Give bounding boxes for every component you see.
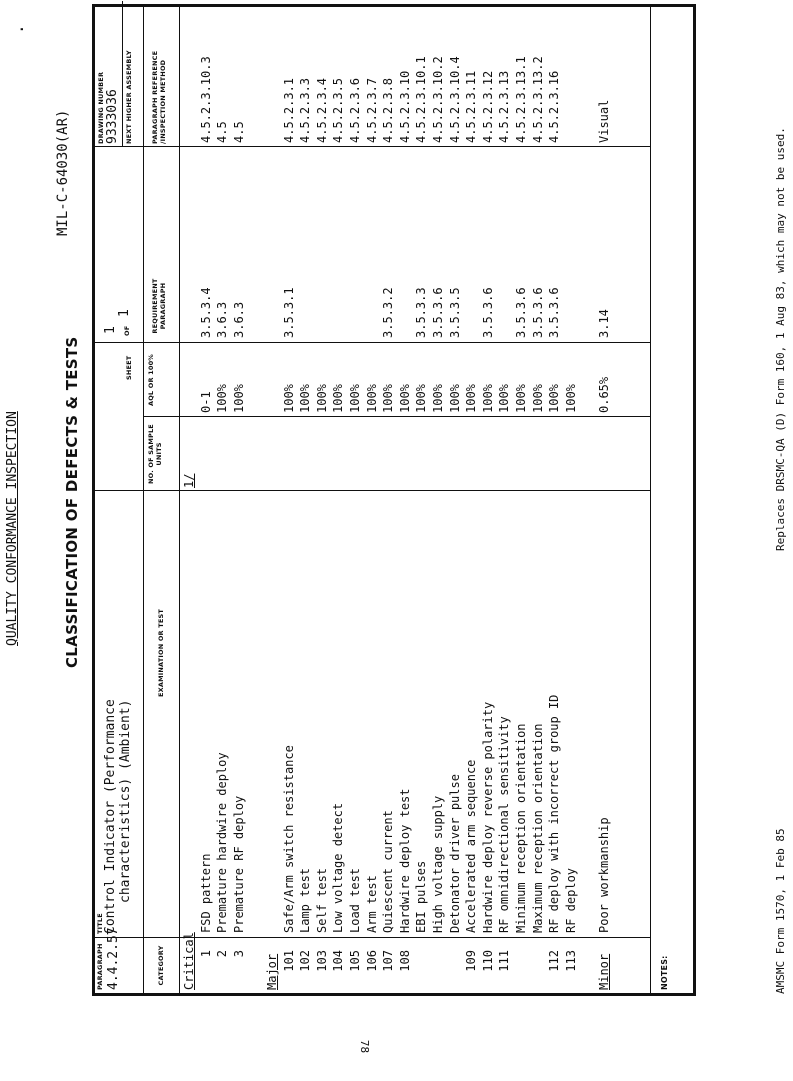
requirement-cell: 3.5.3.1 [281,287,296,338]
paragraph-label: PARAGRAPH [96,943,104,990]
requirement-cell [579,248,596,338]
category-cell [247,940,264,990]
requirement-cell [314,248,331,338]
title-label: TITLE [96,913,104,934]
examination-cell: Arm test [364,875,379,933]
sample-units-cell [430,420,447,488]
reference-cell: 4.5.2.3.4 [314,77,329,143]
reference-cell [247,3,264,143]
next-assembly-label: NEXT HIGHER ASSEMBLY [125,50,133,144]
aql-cell: 0-1 [198,391,213,413]
requirement-cell: 3.5.3.2 [381,287,396,338]
examination-cell: RF deploy with incorrect group ID [547,694,562,933]
category-cell: 107 [381,950,396,972]
category-cell [579,940,596,990]
reference-cell: 4.5.2.3.6 [348,77,362,143]
category-cell [530,940,547,990]
aql-cell: 100% [348,384,362,413]
examination-cell: RF deploy [563,867,578,933]
examination-cell: Premature RF deploy [231,795,246,933]
reference-cell: 4.5.2.3.10.3 [198,56,213,143]
examination-cell: RF omnidirectional sensitivity [497,716,512,933]
sample-units-cell [579,420,596,488]
reference-cell: 4.5.2.3.16 [547,70,562,143]
aql-cell: 100% [514,384,528,413]
examination-cell: Hardwire deploy test [397,788,412,933]
sample-units-cell [530,420,547,488]
section-heading: QUALITY CONFORMANCE INSPECTION [5,411,20,646]
sample-units-cell [380,420,397,488]
aql-cell: 100% [381,384,396,413]
sample-units-cell [496,420,513,488]
sample-units-cell [330,420,347,488]
examination-cell: Low voltage detect [331,802,346,933]
aql-cell: 100% [547,384,562,413]
sample-units-cell [546,420,563,488]
requirement-cell [563,248,580,338]
sample-units-cell [480,420,497,488]
category-cell: 1 [198,950,213,958]
requirement-cell [181,248,198,338]
reference-cell: 4.5.2.3.10.1 [414,56,429,143]
requirement-cell [347,248,364,338]
category-cell: 111 [497,950,512,972]
reference-cell [264,3,281,143]
reference-cell: 4.5.2.3.11 [464,70,479,143]
category-cell [513,940,530,990]
requirement-cell [463,248,480,338]
aql-cell: 100% [414,384,429,413]
category-cell: 109 [464,950,479,972]
requirement-cell: 3.14 [597,309,611,338]
requirement-cell [264,248,281,338]
category-cell [447,940,464,990]
aql-cell: 100% [447,384,462,413]
sample-units-cell [447,420,464,488]
category-cell: 2 [215,950,230,958]
category-cell [430,940,447,990]
aql-cell: 100% [298,384,313,413]
reference-cell: 4.5.2.3.1 [281,77,296,143]
reference-cell: 4.5 [231,121,246,143]
category-cell: 104 [331,950,346,972]
reference-cell [181,3,198,143]
requirement-cell [330,248,347,338]
sample-units-cell [297,420,314,488]
aql-cell: 100% [464,384,479,413]
paragraph-value: 4.4.2.57 [106,927,121,990]
aql-cell: 100% [431,384,445,413]
requirement-cell [297,248,314,338]
category-cell: 101 [281,950,296,972]
reference-cell: 4.5.2.3.13.1 [514,56,528,143]
reference-cell: 4.5.2.3.13.2 [530,56,545,143]
reference-header: PARAGRAPH REFERENCE /INSPECTION METHOD [151,50,167,144]
reference-cell: 4.5 [215,121,230,143]
title-line-2: characteristics) (Ambient) [118,699,133,903]
requirement-cell: 3.5.3.3 [414,287,429,338]
category-cell: 105 [348,950,362,972]
aql-cell: 100% [281,384,296,413]
requirement-cell: 3.6.3 [231,301,246,338]
reference-cell: 4.5.2.3.13 [497,70,512,143]
requirement-cell: 3.5.3.6 [480,287,495,338]
examination-cell: EBI pulses [414,860,429,933]
aql-cell: 100% [530,384,545,413]
reference-cell [563,3,580,143]
examination-cell: Detonator driver pulse [447,774,462,933]
reference-cell: 4.5.2.3.12 [480,70,495,143]
of-value: 1 [117,309,132,317]
form-title: CLASSIFICATION OF DEFECTS & TESTS [63,336,81,668]
sample-units-cell [264,420,281,488]
aql-cell: 100% [497,384,512,413]
aql-cell [181,345,198,413]
aql-header: AQL OR 100% [147,353,155,407]
requirement-cell [364,248,381,338]
requirement-cell [247,248,264,338]
aql-cell: 100% [563,384,578,413]
examination-cell: Load test [348,867,362,933]
sample-units-cell [247,420,264,488]
sample-units-cell [413,420,430,488]
sheet-value: 1 [103,326,118,334]
examination-cell [247,493,264,933]
examination-cell: Self test [314,867,329,933]
requirement-cell [397,248,414,338]
category-cell: 106 [364,950,379,972]
examination-cell [579,493,596,933]
category-cell: Major [265,953,279,990]
examination-cell: Quiescent current [381,810,396,933]
sample-units-cell [463,420,480,488]
category-cell: 108 [397,950,412,972]
sample-units-cell [347,420,364,488]
requirement-cell: 3.5.3.6 [530,287,545,338]
requirement-cell: 3.5.3.6 [514,287,528,338]
examination-cell: Accelerated arm sequence [464,759,479,933]
aql-cell: 100% [215,384,230,413]
aql-cell: 100% [397,384,412,413]
requirement-cell: 3.5.3.5 [447,287,462,338]
category-cell [413,940,430,990]
reference-cell: 4.5.2.3.5 [331,77,346,143]
sample-units-cell [281,420,298,488]
examination-cell: Premature hardwire deploy [215,752,230,933]
category-cell: 3 [231,950,246,958]
examination-cell: Safe/Arm switch resistance [281,745,296,933]
examination-cell: FSD pattern [198,853,213,933]
examination-cell: Maximum reception orientation [530,723,545,933]
examination-cell [264,493,281,933]
sample-units-cell [231,420,248,488]
aql-cell: 0.65% [597,376,611,413]
sample-units-cell [513,420,530,488]
requirement-cell: 3.5.3.4 [198,287,213,338]
drawing-number: 9333036 [105,89,120,144]
reference-cell: 4.5.2.3.10.2 [431,56,445,143]
requirement-cell: 3.5.3.6 [547,287,562,338]
requirement-header: REQUIREMENT PARAGRAPH [151,278,167,334]
reference-cell [579,3,596,143]
reference-cell: 4.5.2.3.3 [298,77,313,143]
aql-cell: 100% [231,384,246,413]
form-number: AMSMC Form 1570, 1 Feb 85 [774,828,787,994]
examination-header: EXAMINATION OR TEST [157,609,165,697]
aql-cell: 100% [314,384,329,413]
examination-cell [181,493,198,933]
sample-units-cell [596,420,613,488]
title-line-1: Control Indicator (Performance [103,699,118,934]
aql-cell: 100% [364,384,379,413]
sample-units-header: NO. OF SAMPLE UNITS [147,424,163,484]
defects-table [92,4,696,996]
spec-number: MIL-C-64030(AR) [55,109,71,236]
sheet-label: SHEET [125,355,133,380]
requirement-cell: 3.6.3 [215,301,230,338]
sample-units-cell [397,420,414,488]
sample-units-cell: 1/ [182,473,196,488]
sample-units-cell [214,420,231,488]
examination-cell: High voltage supply [431,795,445,933]
reference-cell: 4.5.2.3.7 [364,77,379,143]
examination-cell: Hardwire deploy reverse polarity [480,701,495,933]
sample-units-cell [563,420,580,488]
reference-cell: Visual [597,99,611,143]
sample-units-cell [314,420,331,488]
aql-cell: 100% [480,384,495,413]
examination-cell: Lamp test [298,867,313,933]
category-cell: 110 [480,950,495,972]
category-cell: 103 [314,950,329,972]
of-label: OF [123,325,131,336]
aql-cell [264,345,281,413]
sample-units-cell [364,420,381,488]
page-number: 78 [358,1039,372,1054]
category-cell: Minor [597,953,611,990]
sample-units-cell [198,420,215,488]
notes-label: NOTES: [660,955,669,990]
requirement-cell [496,248,513,338]
aql-cell [247,345,264,413]
form-replaces-note: Replaces DRSMC-QA (D) Form 160, 1 Aug 83, which may not be used. [774,127,787,551]
drawing-number-label: DRAWING NUMBER [97,71,105,144]
reference-cell: 4.5.2.3.8 [381,77,396,143]
examination-cell: Poor workmanship [597,817,611,933]
aql-cell [579,345,596,413]
stray-mark: . [8,24,27,34]
requirement-cell: 3.5.3.6 [431,287,445,338]
aql-cell: 100% [331,384,346,413]
category-header: CATEGORY [157,945,165,986]
category-cell: 113 [563,950,578,972]
reference-cell: 4.5.2.3.10 [397,70,412,143]
category-cell: 102 [298,950,313,972]
category-cell: 112 [547,950,562,972]
reference-cell: 4.5.2.3.10.4 [447,56,462,143]
category-cell: Critical [182,932,196,990]
examination-cell: Minimum reception orientation [514,723,528,933]
